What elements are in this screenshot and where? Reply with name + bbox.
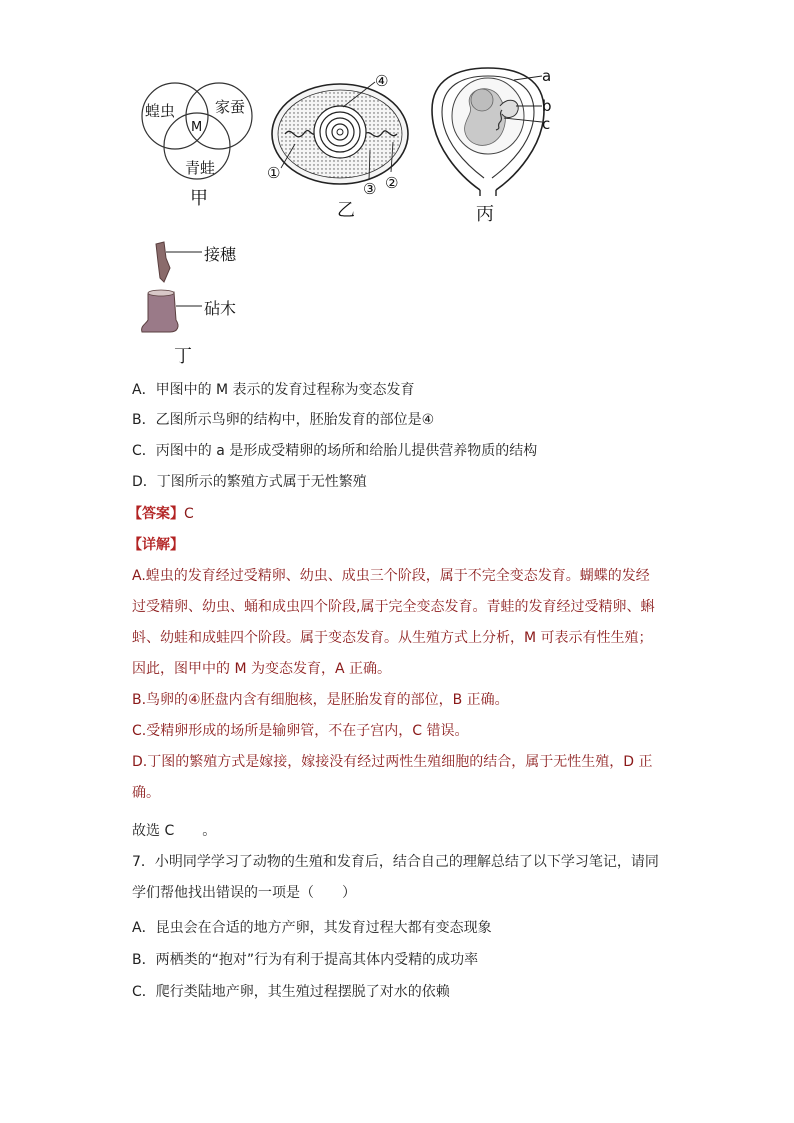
egg-marker-4: ④ (375, 72, 389, 90)
detail-line-8: 确。 (132, 785, 160, 801)
detail-line-5: B.鸟卵的④胚盘内含有细胞核，是胚胎发育的部位，B 正确。 (132, 692, 509, 708)
uterus-marker-c: c (542, 115, 551, 133)
figure-caption-jia: 甲 (190, 188, 208, 209)
fetus-head (471, 89, 493, 111)
grafting-diagram (140, 238, 210, 338)
uterus-diagram (430, 66, 550, 196)
figure-bing (430, 66, 560, 226)
uterus-marker-b: b (542, 97, 552, 115)
q6-option-d: D．丁图所示的繁殖方式属于无性繁殖 (132, 474, 367, 490)
uterus-marker-a: a (542, 67, 552, 85)
q7-stem-line-1: 7．小明同学学习了动物的生殖和发育后，结合自己的理解总结了以下学习笔记，请同 (132, 854, 659, 870)
q7-option-b: B．两栖类的“抱对”行为有利于提高其体内受精的成功率 (132, 952, 479, 968)
graft-label-rootstock: 砧木 (204, 299, 237, 318)
venn-label-silkworm: 家蚕 (215, 98, 246, 116)
detail-line-3: 蚪、幼蛙和成蛙四个阶段。属于变态发育。从生殖方式上分析，M 可表示有性生殖； (132, 630, 653, 646)
figure-caption-bing: 丙 (476, 204, 494, 225)
venn-label-locust: 蝗虫 (145, 102, 176, 120)
figure-caption-yi: 乙 (337, 200, 355, 221)
q6-option-c: C．丙图中的 a 是形成受精卵的场所和给胎儿提供营养物质的结构 (132, 443, 538, 459)
q7-option-c: C．爬行类陆地产卵，其生殖过程摆脱了对水的依赖 (132, 984, 450, 1000)
egg-marker-3: ③ (363, 180, 377, 198)
answer-value: C (184, 506, 194, 522)
answer-label: 【答案】 (128, 506, 184, 522)
conclusion-line: 故选 C 。 (132, 823, 217, 839)
detail-line-4: 因此，图甲中的 M 为变态发育，A 正确。 (132, 661, 392, 677)
q6-option-b: B．乙图所示鸟卵的结构中，胚胎发育的部位是④ (132, 412, 435, 428)
rootstock-top (148, 290, 174, 296)
detail-line-6: C.受精卵形成的场所是输卵管，不在子宫内，C 错误。 (132, 723, 469, 739)
detail-label: 【详解】 (128, 537, 184, 553)
egg-marker-2: ② (385, 174, 399, 192)
egg-yolk-center (337, 129, 343, 135)
detail-line-7: D.丁图的繁殖方式是嫁接，嫁接没有经过两性生殖细胞的结合，属于无性生殖，D 正 (132, 754, 653, 770)
figure-ding (140, 238, 270, 368)
figure-jia (135, 80, 265, 210)
q7-option-a: A．昆虫会在合适的地方产卵，其发育过程大都有变态现象 (132, 920, 492, 936)
q6-option-a: A．甲图中的 M 表示的发育过程称为变态发育 (132, 382, 415, 398)
rootstock (142, 292, 178, 332)
detail-line-1: A.蝗虫的发育经过受精卵、幼虫、成虫三个阶段，属于不完全变态发育。蝴蝶的发经 (132, 568, 650, 584)
detail-line-2: 过受精卵、幼虫、蛹和成虫四个阶段,属于完全变态发育。青蛙的发育经过受精卵、蝌 (132, 599, 655, 615)
venn-label-m: M (191, 120, 203, 135)
figure-yi (265, 72, 415, 222)
egg-marker-1: ① (267, 164, 281, 182)
scion (156, 242, 170, 282)
figure-caption-ding: 丁 (174, 346, 192, 367)
graft-label-scion: 接穗 (204, 245, 237, 264)
placenta (500, 100, 518, 117)
answer-line (128, 504, 194, 524)
venn-label-frog: 青蛙 (185, 159, 216, 177)
q7-stem-line-2: 学们帮他找出错误的一项是（ ） (132, 885, 356, 901)
